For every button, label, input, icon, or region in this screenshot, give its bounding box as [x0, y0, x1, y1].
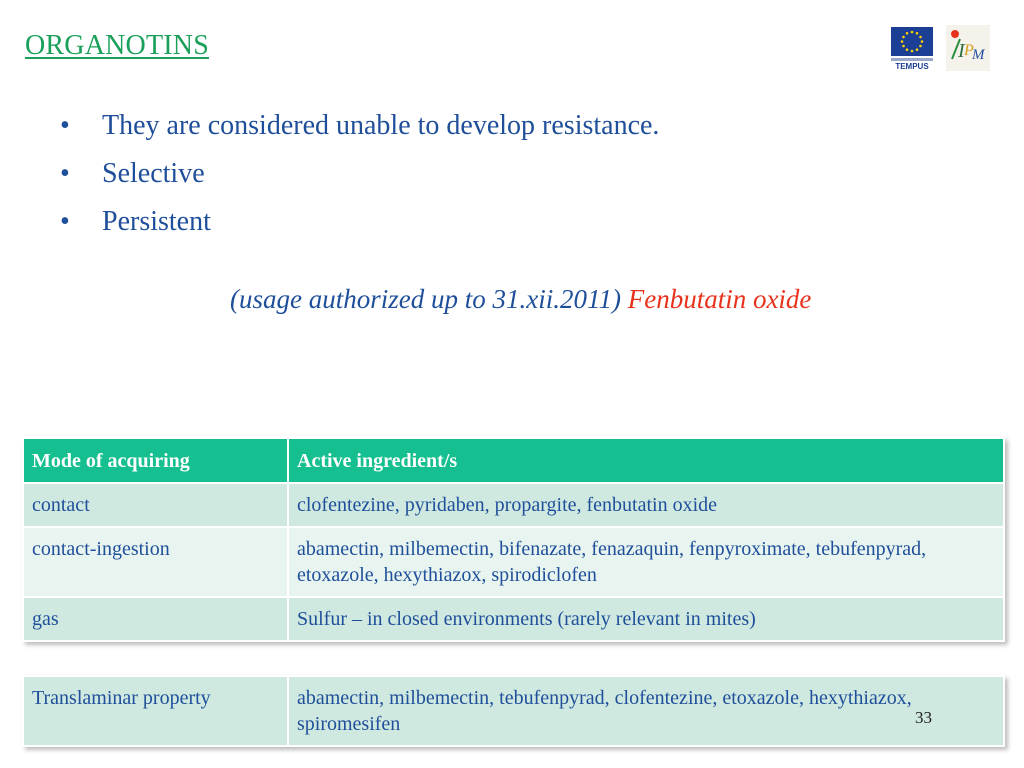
usage-note — [230, 284, 811, 315]
table-row — [23, 483, 1004, 527]
table-cell: Sulfur – in closed environments (rarely relevant in mites) — [288, 597, 1004, 641]
eu-logo-label: TEMPUS — [895, 62, 929, 71]
table-cell: clofentezine, pyridaben, propargite, fenbutatin oxide — [288, 483, 1004, 527]
table-cell: contact — [23, 483, 288, 527]
table-cell: abamectin, milbemectin, bifenazate, fenazaquin, fenpyroximate, tebufenpyrad, etoxazole, hexythiazox, spirodiclofen — [288, 527, 1004, 597]
eu-tempus-logo — [891, 27, 933, 71]
svg-text:P: P — [964, 42, 974, 59]
table-row — [23, 527, 1004, 597]
table-cell: gas — [23, 597, 288, 641]
column-header: Active ingredient/s — [288, 438, 1004, 483]
table-row — [23, 676, 1004, 746]
highlighted-substance: Fenbutatin oxide — [627, 284, 812, 314]
table-cell: contact-ingestion — [23, 527, 288, 597]
table-cell: abamectin, milbemectin, tebufenpyrad, clofentezine, etoxazole, hexythiazox, spiromesifen — [288, 676, 1004, 746]
svg-text:M: M — [972, 47, 985, 63]
translaminar-table — [22, 675, 1005, 747]
bullet-list — [60, 102, 659, 246]
table-row — [23, 597, 1004, 641]
mode-of-acquiring-table — [22, 437, 1005, 642]
table-header-row — [23, 438, 1004, 483]
page-number: 33 — [915, 708, 932, 727]
ipm-logo — [946, 25, 990, 71]
bullet-item: • They are considered unable to develop resistance. — [60, 110, 660, 141]
table-cell: Translaminar property — [23, 676, 288, 746]
bullet-item: • Selective — [60, 158, 205, 189]
usage-note-text: (usage authorized up to 31.xii.2011) — [230, 284, 621, 314]
slide-title: ORGANOTINS — [25, 30, 209, 61]
column-header: Mode of acquiring — [23, 438, 288, 483]
bullet-item: • Persistent — [60, 206, 211, 237]
svg-text:I: I — [958, 40, 965, 62]
